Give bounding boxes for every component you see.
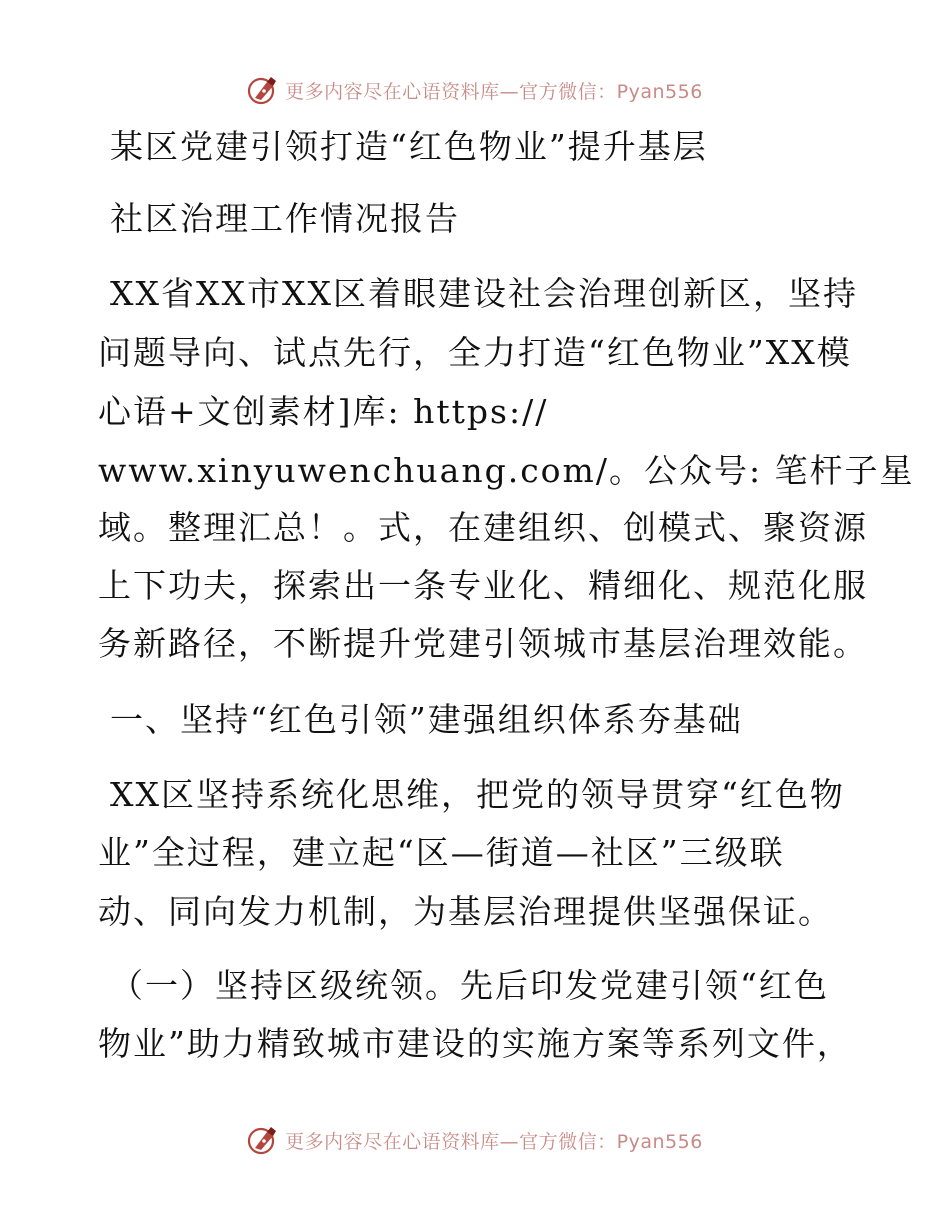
watermark-banner-top [0, 70, 950, 110]
intro-line-3: 心语+文创素材]库: https:// [98, 392, 549, 431]
subsection-1-line-1: （一）坚持区级统领。先后印发党建引领“红色 [110, 966, 829, 1005]
intro-line-1: XX省XX市XX区着眼建设社会治理创新区，坚持 [110, 274, 858, 313]
section-1-heading: 一、坚持“红色引领”建强组织体系夯基础 [110, 700, 743, 739]
section-1-line-2: 业”全过程，建立起“区—街道—社区”三级联 [98, 833, 785, 872]
pen-nib-logo-icon [247, 74, 279, 106]
pen-nib-logo-icon [247, 1124, 279, 1156]
intro-line-2: 问题导向、试点先行，全力打造“红色物业”XX模 [98, 333, 852, 372]
intro-line-6: 上下功夫，探索出一条专业化、精细化、规范化服 [98, 566, 868, 605]
subsection-1-line-2: 物业”助力精致城市建设的实施方案等系列文件， [98, 1024, 852, 1063]
intro-line-5: 域。整理汇总！。式，在建组织、创模式、聚资源 [98, 508, 868, 547]
watermark-text: 更多内容尽在心语资料库—官方微信：Pyan556 [285, 80, 703, 103]
watermark-text: 更多内容尽在心语资料库—官方微信：Pyan556 [285, 1130, 703, 1153]
section-1-line-1: XX区坚持系统化思维，把党的领导贯穿“红色物 [110, 775, 845, 814]
intro-line-4: www.xinyuwenchuang.com/。公众号: 笔杆子星 [98, 451, 915, 490]
document-title-line-2: 社区治理工作情况报告 [110, 199, 460, 238]
intro-line-7: 务新路径，不断提升党建引领城市基层治理效能。 [98, 624, 868, 663]
document-title-line-1: 某区党建引领打造“红色物业”提升基层 [110, 127, 708, 166]
section-1-line-3: 动、同向发力机制，为基层治理提供坚强保证。 [98, 892, 833, 931]
watermark-banner-bottom [0, 1120, 950, 1160]
